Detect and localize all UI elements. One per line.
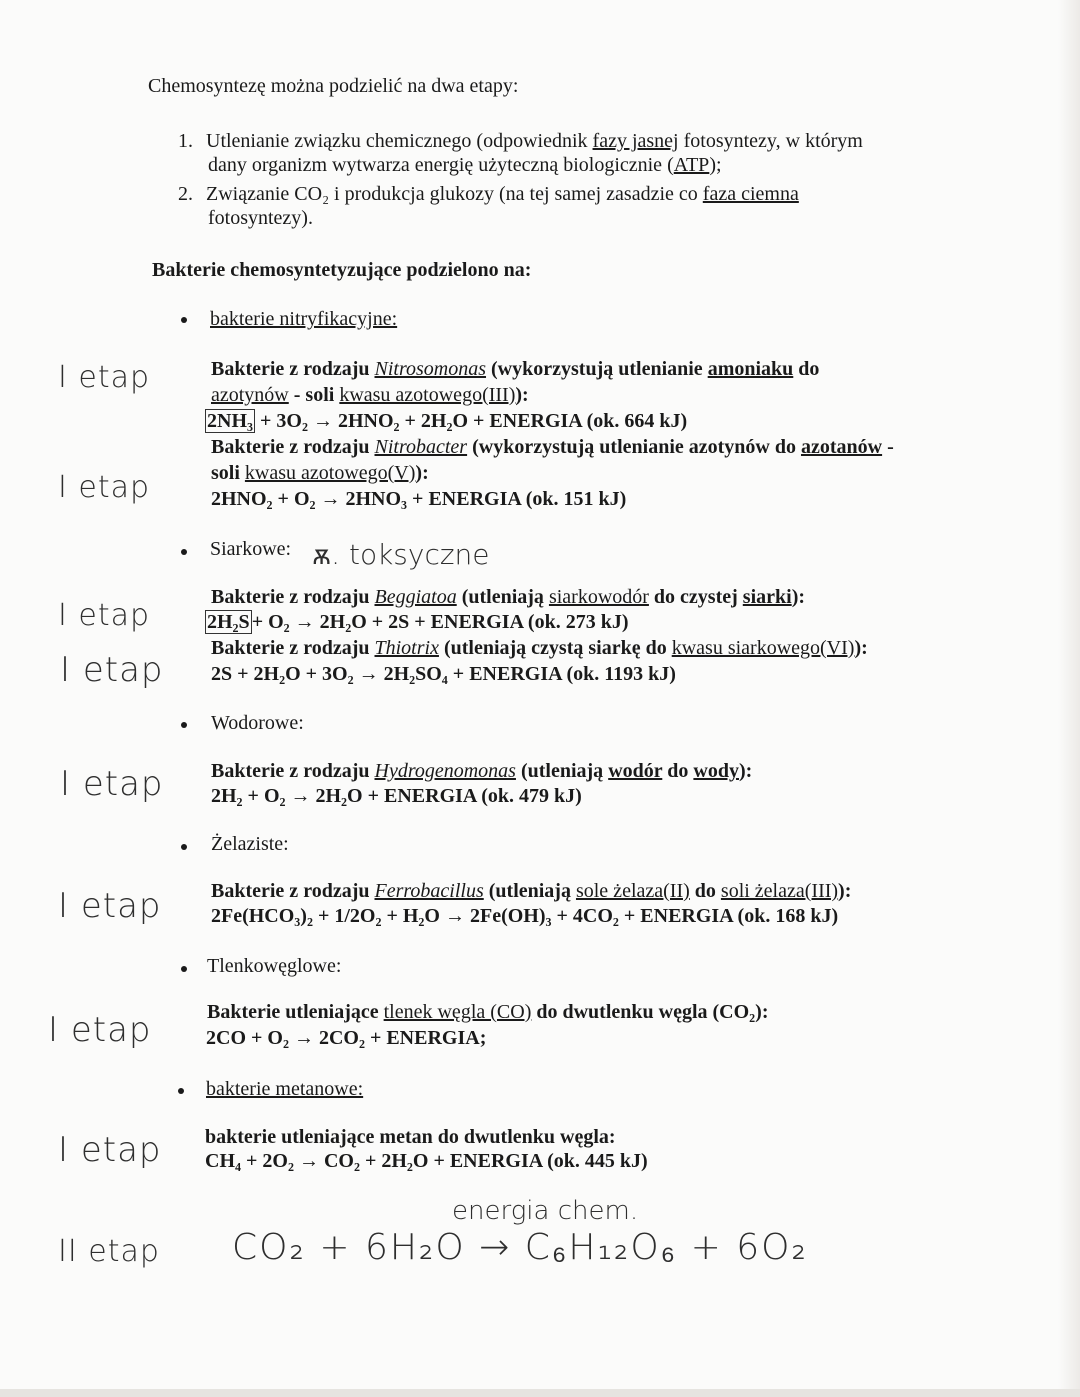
term-woda: wody (693, 760, 739, 782)
stage-2-line-1 (178, 181, 799, 207)
text: - soli (288, 384, 340, 406)
stage-2-number: 2. (178, 183, 193, 205)
stage-1-line-2 (208, 152, 722, 178)
handwritten-note-toxic: ѫ. toksyczne (312, 538, 490, 571)
term-sole-zelaza-ii: sole żelaza(II) (575, 880, 690, 902)
methane-line: bakterie utleniające metan do dwutlenku węgla: (205, 1126, 616, 1148)
stage-1-number: 1. (178, 130, 193, 152)
genus-thiotrix: Thiotrix (374, 637, 439, 659)
text: (utleniają (456, 586, 549, 608)
stage-1-text-mid: fotosyntezy, w którym (678, 130, 863, 152)
text: do (662, 760, 694, 782)
text: (wykorzystują utlenianie (486, 358, 708, 380)
link-fazy-jasnej: fazy jasnej (592, 130, 679, 152)
nitrosomonas-line-1 (211, 356, 819, 382)
handwritten-photosynthesis-equation: CO₂ + 6H₂O → C₆H₁₂O₆ + 6O₂ (232, 1227, 808, 1268)
text: Bakterie z rodzaju (211, 358, 375, 380)
equation-nitrosomonas (205, 408, 687, 434)
stage-1-line-1 (178, 128, 863, 154)
ferrobacillus-line (211, 878, 851, 904)
bullet-dot (181, 966, 187, 972)
text: do dwutlenku węgla (CO₂): (531, 1001, 769, 1023)
handwritten-stage-1: I etap (58, 1130, 162, 1170)
handwritten-stage-1: I etap (58, 886, 162, 926)
bullet-dot (181, 722, 187, 728)
handwritten-stage-1: I etap (58, 470, 151, 505)
co-bacteria-line (207, 999, 769, 1025)
text: do (793, 358, 820, 380)
term-kwas-azotowy-iii: kwasu azotowego(III) (339, 384, 516, 406)
stage-2-line-2: fotosyntezy). (208, 207, 313, 229)
handwritten-stage-1: I etap (58, 598, 151, 633)
term-azotyny: azotynów (211, 384, 289, 406)
text: ): (415, 462, 429, 484)
text: ): (791, 586, 806, 608)
equation-beggiatoa (205, 609, 628, 635)
genus-ferrobacillus: Ferrobacillus (374, 880, 484, 902)
equation-ferrobacillus: 2Fe(HCO₃)₂ + 1/2O₂ + H₂O → 2Fe(OH)₃ + 4CO₂ + ENERGIA (ok. 168 kJ) (211, 905, 839, 927)
group-title-iron: Żelaziste: (211, 833, 289, 855)
group-title-methane: bakterie metanowe: (206, 1078, 364, 1100)
handwritten-stage-1: I etap (60, 650, 164, 690)
text: (wykorzystują utlenianie azotynów do (467, 436, 801, 458)
equation-thiotrix: 2S + 2H₂O + 3O₂ → 2H₂SO₄ + ENERGIA (ok. 1193 kJ) (211, 663, 676, 685)
text: - (882, 436, 894, 458)
genus-nitrobacter: Nitrobacter (374, 436, 468, 458)
term-soli-zelaza-iii: soli żelaza(III) (720, 880, 839, 902)
term-siarka: siarki (742, 586, 792, 608)
text: (utleniają (515, 760, 609, 782)
term-wodor: wodór (608, 760, 663, 782)
text: (utleniają (483, 880, 576, 902)
division-title: Bakterie chemosyntetyzujące podzielono na: (152, 259, 532, 281)
stage-1-text: Utlenianie związku chemicznego (odpowiednik (206, 130, 593, 152)
text: Bakterie z rodzaju (211, 586, 375, 608)
text: Bakterie z rodzaju (211, 880, 375, 902)
thiotrix-line (211, 635, 868, 661)
text: ): (515, 384, 529, 406)
text: ): (854, 637, 868, 659)
equation-rest: + 3O₂ → 2HNO₂ + 2H₂O + ENERGIA (ok. 664 kJ) (255, 410, 688, 432)
page-bottom-edge (0, 1389, 1080, 1397)
handwritten-stage-2: II etap (58, 1234, 160, 1269)
equation-co: 2CO + O₂ → 2CO₂ + ENERGIA; (206, 1027, 487, 1049)
group-title-nitrifying: bakterie nitryfikacyjne: (210, 308, 398, 330)
boxed-reactant: 2H₂S (207, 611, 250, 633)
intro-text: Chemosyntezę można podzielić na dwa etapy: (148, 75, 519, 97)
handwritten-stage-1: I etap (60, 764, 164, 804)
genus-nitrosomonas: Nitrosomonas (374, 358, 487, 380)
page-edge-shadow (1058, 0, 1080, 1397)
term-siarkowodor: siarkowodór (548, 586, 649, 608)
text: soli (211, 462, 245, 484)
equation-hydrogenomonas: 2H₂ + O₂ → 2H₂O + ENERGIA (ok. 479 kJ) (211, 785, 582, 807)
text: ): (738, 760, 753, 782)
link-atp: ATP (673, 154, 710, 176)
term-azotany: azotanów (800, 436, 883, 458)
handwritten-energy-note: energia chem. (452, 1196, 639, 1226)
stage-1-text-3: ); (709, 154, 722, 176)
text: do czystej (648, 586, 743, 608)
boxed-reactant: 2NH₃ (207, 410, 253, 432)
handwritten-stage-1: I etap (58, 360, 151, 395)
text: ): (838, 880, 852, 902)
term-kwas-siarkowy: kwasu siarkowego(VI) (671, 637, 855, 659)
genus-beggiatoa: Beggiatoa (374, 586, 457, 608)
text: Bakterie z rodzaju (211, 760, 375, 782)
group-title-hydrogen: Wodorowe: (211, 712, 304, 734)
link-faza-ciemna: faza ciemna (702, 183, 799, 205)
nitrobacter-line-1 (211, 434, 894, 460)
text: Bakterie z rodzaju (211, 436, 375, 458)
group-title-carbon-monoxide: Tlenkowęglowe: (207, 955, 342, 977)
genus-hydrogenomonas: Hydrogenomonas (374, 760, 516, 782)
term-kwas-azotowy-v: kwasu azotowego(V) (244, 462, 416, 484)
group-title-sulfur: Siarkowe: (210, 538, 292, 560)
beggiatoa-line (211, 584, 805, 610)
text: (utleniają czystą siarkę do (438, 637, 672, 659)
nitrosomonas-line-2 (211, 382, 529, 408)
term-tlenek-wegla: tlenek węgla (CO) (383, 1001, 532, 1023)
bullet-dot (178, 1088, 184, 1094)
term-amoniak: amoniaku (707, 358, 794, 380)
text: do (689, 880, 721, 902)
stage-1-text-2: dany organizm wytwarza energię użyteczną biologicznie ( (208, 154, 674, 176)
hydrogenomonas-line (211, 758, 752, 784)
equation-rest: + O₂ → 2H₂O + 2S + ENERGIA (ok. 273 kJ) (251, 611, 629, 633)
equation-methane: CH₄ + 2O₂ → CO₂ + 2H₂O + ENERGIA (ok. 445 kJ) (205, 1150, 648, 1172)
equation-nitrobacter: 2HNO₂ + O₂ → 2HNO₃ + ENERGIA (ok. 151 kJ) (211, 488, 627, 510)
bullet-dot (181, 549, 187, 555)
bullet-dot (181, 317, 187, 323)
text: Bakterie utleniające (207, 1001, 384, 1023)
handwritten-stage-1: I etap (48, 1010, 152, 1050)
bullet-dot (181, 844, 187, 850)
text: Bakterie z rodzaju (211, 637, 375, 659)
nitrobacter-line-2 (211, 460, 429, 486)
stage-2-text: Związanie CO₂ i produkcja glukozy (na tej samej zasadzie co (206, 183, 703, 205)
